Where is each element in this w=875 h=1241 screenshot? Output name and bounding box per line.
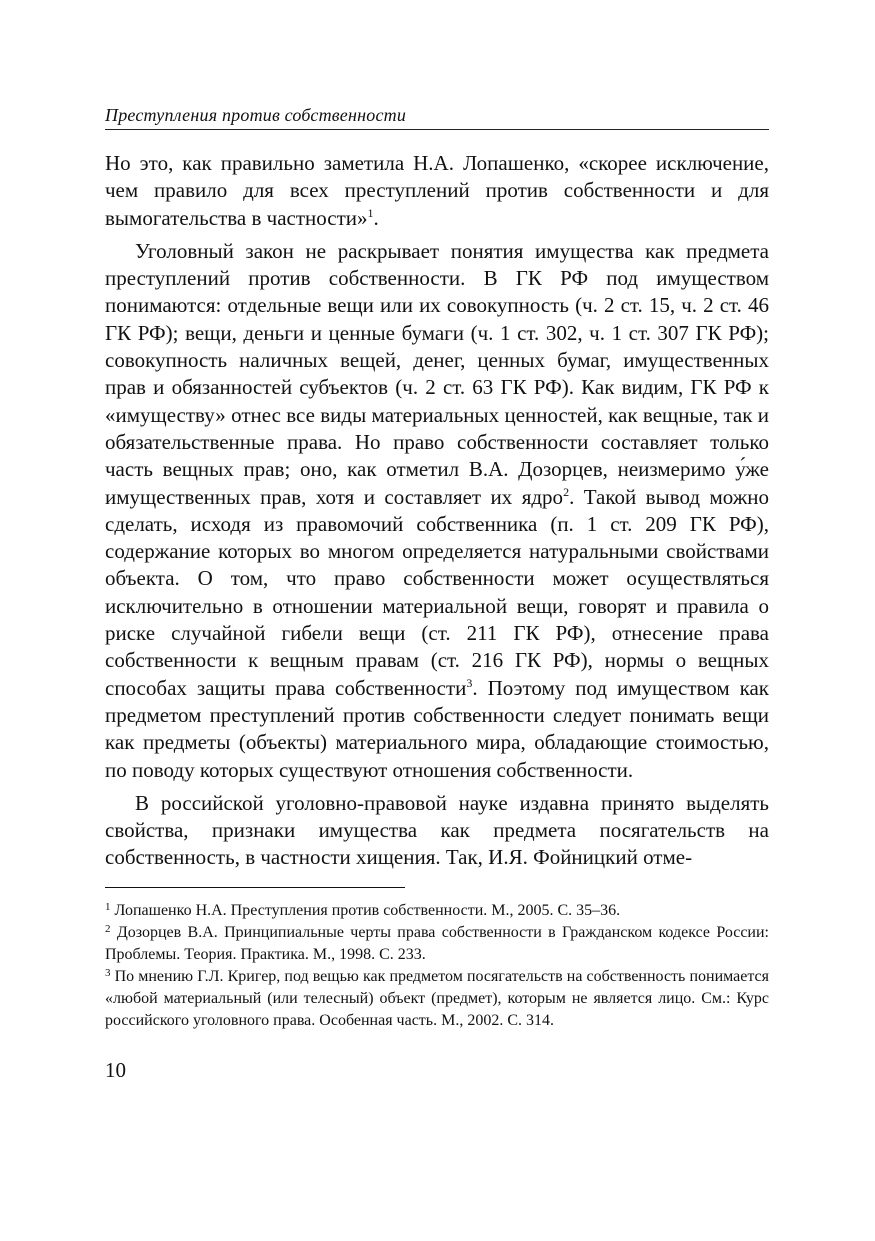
paragraph-text: . Такой вывод можно сделать, исходя из правомочий собственника (п. 1 ст. 209 ГК РФ), содержание которых во многом определяется натуральными свойствами объекта. О том, что право собственности может осуществляться исключительно в отношении материальной вещи, говорят и правила о риске случайной гибели вещи (ст. 211 ГК РФ), отнесение права собственности к вещным правам (ст. 216 ГК РФ), нормы о вещных способах защиты права собственности xyxy=(105,484,769,700)
running-header-title: Преступления против собственности xyxy=(105,105,407,125)
running-header xyxy=(105,104,769,130)
footnote-number: 3 xyxy=(105,966,111,979)
footnote-number: 2 xyxy=(105,922,111,935)
footnotes xyxy=(105,900,769,1032)
footnote-ref[interactable]: 1 xyxy=(367,205,374,220)
paragraph-text: В российской уголовно-правовой науке издавна принято выделять свойства, признаки имущества как предмета посягательств на собственность, в частности хищения. Так, И.Я. Фойницкий отме- xyxy=(105,790,769,870)
footnote-text: Дозорцев В.А. Принципиальные черты права собственности в Гражданском кодексе России: Проблемы. Теория. Практика. М., 1998. С. 233. xyxy=(105,923,769,963)
footnote xyxy=(105,922,769,966)
main-text xyxy=(105,150,769,872)
paragraph xyxy=(105,790,769,872)
paragraph xyxy=(105,238,769,784)
footnote-separator xyxy=(105,887,405,888)
paragraph-text: Но это, как правильно заметила Н.А. Лопашенко, «скорее исключение, чем правило для всех преступлений против собственности и для вымогательства в частности» xyxy=(105,151,769,230)
footnote xyxy=(105,966,769,1032)
footnote-ref[interactable]: 2 xyxy=(563,484,570,499)
paragraph-text: . xyxy=(373,205,379,230)
paragraph-text: . Поэтому под имуществом как предметом преступлений против собственности следует понимать вещи как предметы (объекты) материального мира, обладающие стоимостью, по поводу которых существуют отношения собственности. xyxy=(105,675,770,782)
footnote-number: 1 xyxy=(105,900,111,913)
footnote xyxy=(105,900,769,922)
footnote-text: Лопашенко Н.А. Преступления против собственности. М., 2005. С. 35–36. xyxy=(110,901,621,919)
footnote-ref[interactable]: 3 xyxy=(466,675,473,690)
page-number: 10 xyxy=(105,1057,126,1082)
document-page xyxy=(105,104,769,1082)
paragraph xyxy=(105,150,769,232)
footnote-text: По мнению Г.Л. Кригер, под вещью как предметом посягательств на собственность понимается «любой материальный (или телесный) объект (предмет), которым не является лицо. См.: Курс российского уголовного права. Особенная часть. М., 2002. С. 314. xyxy=(105,967,769,1029)
paragraph-text: Уголовный закон не раскрывает понятия имущества как предмета преступлений против собственности. В ГК РФ под имуществом понимаются: отдельные вещи или их совокупность (ч. 2 ст. 15, ч. 2 ст. 46 ГК РФ); вещи, деньги и ценные бумаги (ч. 1 ст. 302, ч. 1 ст. 307 ГК РФ); совокупность наличных вещей, денег, ценных бумаг, имущественных прав и обязанностей субъектов (ч. 2 ст. 63 ГК РФ). Как видим, ГК РФ к «имуществу» отнес все виды материальных ценностей, как вещные, так и обязательственные права. Но право собственности составляет только часть вещных прав; оно, как отметил В.А. Дозорцев, неизмеримо у́же имущественных прав, хотя и составляет их ядро xyxy=(105,238,769,509)
